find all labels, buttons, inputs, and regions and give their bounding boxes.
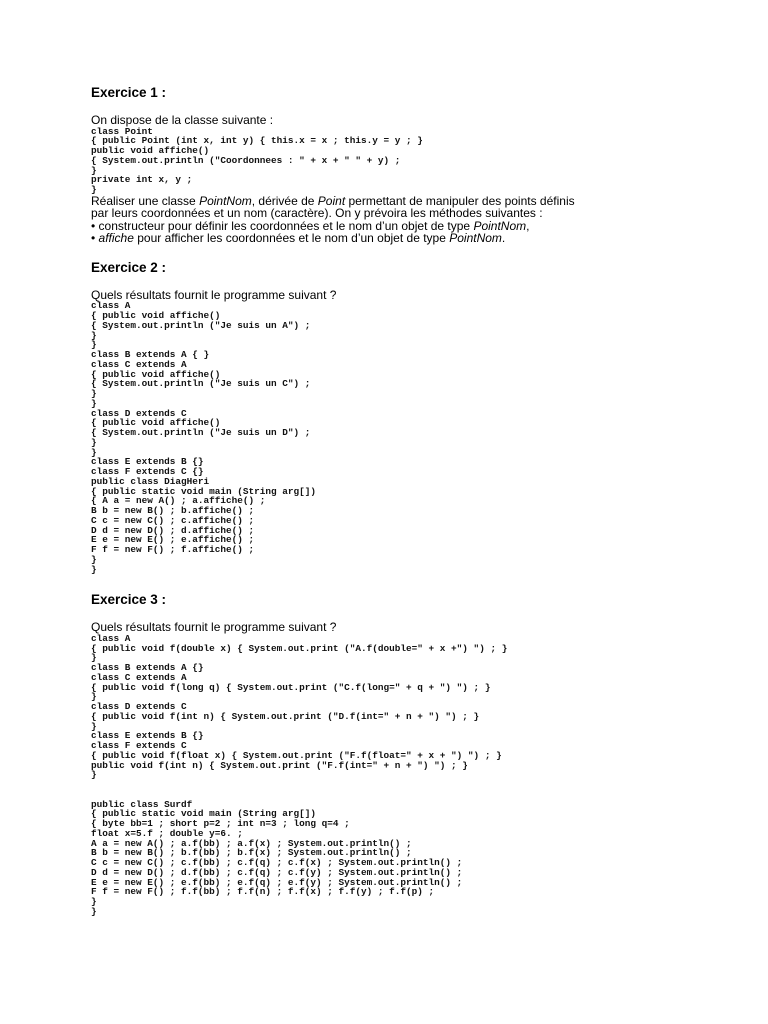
exercise-1-intro: On dispose de la classe suivante :	[91, 113, 274, 127]
code-line: class A	[91, 632, 131, 644]
code-line: E e = new E() ; e.affiche() ;	[91, 534, 255, 546]
exercise-3-title: Exercice 3 :	[91, 592, 167, 608]
code-line: class F extends C	[91, 740, 187, 751]
code-line: { public void f(double x) { System.out.print ("A.f(double=" + x +") ") ; }	[91, 642, 508, 654]
exercise-2-intro: Quels résultats fournit le programme suivant ?	[91, 287, 337, 302]
code-line: }	[91, 896, 97, 907]
instruction-line: Réaliser une classe PointNom, dérivée de Point permettant de manipuler des points définis	[91, 193, 575, 208]
code-line: D d = new D() ; d.affiche() ;	[91, 524, 255, 536]
code-line: { public void f(float x) { System.out.print ("F.f(float=" + x + ") ") ; }	[91, 749, 502, 761]
code-line: float x=5.f ; double y=6. ;	[91, 827, 243, 839]
code-line: private int x, y ;	[91, 174, 193, 186]
code-line: }	[91, 339, 97, 351]
code-line: class E extends B {}	[91, 456, 204, 468]
code-line: }	[91, 329, 97, 341]
bullet-constructor: • constructeur pour définir les coordonnées et le nom d’un objet de type PointNom,	[91, 218, 530, 233]
code-line: public void f(int n) { System.out.print ("F.f(int=" + n + ") ") ; }	[91, 759, 468, 771]
code-line: public class DiagHeri	[91, 475, 210, 487]
code-line: class D extends C	[91, 407, 187, 419]
code-line: class D extends C	[91, 701, 187, 712]
code-line: C c = new C() ; c.affiche() ;	[91, 514, 255, 526]
code-line: E e = new E() ; e.f(bb) ; e.f(q) ; e.f(y) ; System.out.println() ;	[91, 876, 463, 888]
exercise-2-title: Exercice 2 :	[91, 259, 167, 275]
code-line: A a = new A() ; a.f(bb) ; a.f(x) ; System.out.println() ;	[91, 837, 412, 849]
code-line: }	[91, 184, 97, 195]
code-line: }	[91, 720, 97, 732]
code-line: { public void f(long q) { System.out.print ("C.f(long=" + q + ") ") ; }	[91, 681, 491, 693]
code-line: { System.out.println ("Coordonnees : " + x + " " + y) ;	[91, 154, 401, 166]
code-line: }	[91, 436, 97, 448]
code-line: { public void affiche()	[91, 310, 221, 321]
code-line: B b = new B() ; b.f(bb) ; b.f(x) ; System.out.println() ;	[91, 847, 412, 859]
code-line: { public void affiche()	[91, 368, 221, 380]
code-line: { A a = new A() ; a.affiche() ;	[91, 495, 266, 507]
code-line: C c = new C() ; c.f(bb) ; c.f(q) ; c.f(x) ; System.out.println() ;	[91, 857, 463, 868]
code-line: { public static void main (String arg[])	[91, 485, 317, 497]
code-line: class B extends A { }	[91, 349, 210, 360]
code-line: { System.out.println ("Je suis un A") ;	[91, 319, 311, 331]
exercise-3-intro: Quels résultats fournit le programme suivant ?	[91, 620, 337, 635]
code-line: D d = new D() ; d.f(bb) ; c.f(q) ; c.f(y) ; System.out.println() ;	[91, 866, 463, 878]
code-line: F f = new F() ; f.f(bb) ; f.f(n) ; f.f(x) ; f.f(y) ; f.f(p) ;	[91, 886, 435, 898]
exercise-2-code	[91, 301, 751, 574]
code-line: }	[91, 553, 97, 565]
code-line	[91, 780, 751, 790]
code-line: }	[91, 397, 97, 409]
code-line: { public static void main (String arg[])	[91, 808, 317, 820]
code-line: }	[91, 691, 97, 703]
code-line: }	[91, 446, 97, 458]
code-line: class C extends A	[91, 671, 187, 683]
exercise-3-code	[91, 634, 751, 917]
exercise-1-instructions	[91, 195, 751, 245]
code-line: class B extends A {}	[91, 662, 204, 673]
code-line: }	[91, 563, 97, 575]
code-line: { System.out.println ("Je suis un C") ;	[91, 378, 311, 390]
code-line: { System.out.println ("Je suis un D") ;	[91, 427, 311, 438]
code-line: B b = new B() ; b.affiche() ;	[91, 505, 255, 516]
code-line: }	[91, 769, 97, 781]
code-line: class C extends A	[91, 358, 187, 370]
code-line: class F extends C {}	[91, 466, 204, 477]
exercise-1-title: Exercice 1 :	[91, 85, 167, 100]
document-page	[91, 84, 751, 917]
code-line: { public void affiche()	[91, 417, 221, 429]
exercise-1-code	[91, 127, 751, 195]
code-line: }	[91, 164, 97, 176]
code-line: }	[91, 905, 97, 917]
code-line: F f = new F() ; f.affiche() ;	[91, 544, 255, 555]
code-line: class E extends B {}	[91, 730, 204, 742]
code-line: class A	[91, 300, 131, 312]
code-line: class Point	[91, 125, 153, 137]
code-line: { byte bb=1 ; short p=2 ; int n=3 ; long q=4 ;	[91, 818, 350, 829]
code-line: }	[91, 388, 97, 399]
code-line: { public void f(int n) { System.out.print ("D.f(int=" + n + ") ") ; }	[91, 710, 480, 722]
code-line: public void affiche()	[91, 145, 210, 156]
bullet-affiche: • affiche pour afficher les coordonnées et le nom d’un objet de type PointNom.	[91, 231, 506, 246]
code-line: public class Surdf	[91, 798, 193, 810]
code-line: { public Point (int x, int y) { this.x = x ; this.y = y ; }	[91, 135, 423, 147]
instruction-line: par leurs coordonnées et un nom (caractère). On y prévoira les méthodes suivantes :	[91, 206, 543, 221]
code-line: }	[91, 652, 97, 664]
